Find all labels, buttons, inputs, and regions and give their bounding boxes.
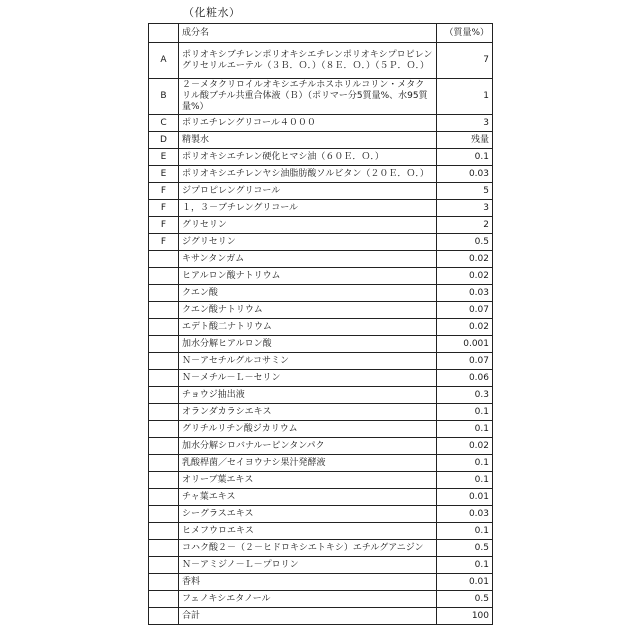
mass-percent: 0.01 <box>437 574 493 591</box>
table-row <box>149 183 493 200</box>
ingredient-name: シーグラスエキス <box>179 506 437 523</box>
ingredient-name: クエン酸 <box>179 285 437 302</box>
row-code <box>149 506 179 523</box>
mass-percent: 3 <box>437 200 493 217</box>
ingredient-name: グリセリン <box>179 217 437 234</box>
row-code: A <box>149 43 179 79</box>
table-row <box>149 472 493 489</box>
mass-percent: 0.1 <box>437 523 493 540</box>
table-row <box>149 421 493 438</box>
row-code <box>149 268 179 285</box>
mass-percent: 0.07 <box>437 302 493 319</box>
mass-percent: 0.02 <box>437 438 493 455</box>
row-code <box>149 557 179 574</box>
ingredient-name: クエン酸ナトリウム <box>179 302 437 319</box>
ingredient-name: コハク酸２－（２－ヒドロキシエトキシ）エチルグアニジン <box>179 540 437 557</box>
mass-percent: 0.5 <box>437 234 493 251</box>
ingredient-name: Ｎ－アミジノ－Ｌ－プロリン <box>179 557 437 574</box>
ingredient-name: フェノキシエタノール <box>179 591 437 608</box>
ingredient-name: ポリオキシブチレンポリオキシエチレンポリオキシプロピレングリセリルエーテル（３Ｂ．Ｏ．）（８Ｅ．Ｏ．）（５Ｐ．Ｏ．） <box>179 43 437 79</box>
table-row <box>149 557 493 574</box>
ingredient-name: １，３－ブチレングリコール <box>179 200 437 217</box>
ingredient-name: ポリオキシエチレン硬化ヒマシ油（６０Ｅ．Ｏ．） <box>179 149 437 166</box>
mass-percent: 0.03 <box>437 166 493 183</box>
table-header-row <box>149 24 493 43</box>
table-row <box>149 285 493 302</box>
row-code: E <box>149 149 179 166</box>
table-row <box>149 268 493 285</box>
ingredient-name: 香料 <box>179 574 437 591</box>
row-code <box>149 302 179 319</box>
row-code: B <box>149 79 179 115</box>
table-row <box>149 319 493 336</box>
ingredient-name: 加水分解シロバナルーピンタンパク <box>179 438 437 455</box>
table-row <box>149 234 493 251</box>
row-code <box>149 370 179 387</box>
table-row <box>149 455 493 472</box>
ingredient-name: オランダカラシエキス <box>179 404 437 421</box>
table-row <box>149 489 493 506</box>
table-row <box>149 387 493 404</box>
ingredient-name: 加水分解ヒアルロン酸 <box>179 336 437 353</box>
table-row <box>149 608 493 625</box>
row-code <box>149 421 179 438</box>
row-code: E <box>149 166 179 183</box>
ingredient-name: ジグリセリン <box>179 234 437 251</box>
row-code <box>149 285 179 302</box>
ingredient-name: グリチルリチン酸ジカリウム <box>179 421 437 438</box>
mass-percent: 0.01 <box>437 489 493 506</box>
table-row <box>149 115 493 132</box>
ingredient-name: ヒメフウロエキス <box>179 523 437 540</box>
mass-percent: 0.07 <box>437 353 493 370</box>
table-row <box>149 166 493 183</box>
mass-percent: 0.02 <box>437 319 493 336</box>
row-code: F <box>149 217 179 234</box>
row-code <box>149 319 179 336</box>
table-caption: （化粧水） <box>183 4 241 20</box>
table-row <box>149 200 493 217</box>
mass-percent: 0.02 <box>437 251 493 268</box>
mass-percent: 0.5 <box>437 540 493 557</box>
mass-percent: 0.3 <box>437 387 493 404</box>
mass-percent: 1 <box>437 79 493 115</box>
ingredient-name: ポリオキシエチレンヤシ油脂肪酸ソルビタン（２０Ｅ．Ｏ．） <box>179 166 437 183</box>
ingredient-name: ヒアルロン酸ナトリウム <box>179 268 437 285</box>
header-mass-percent: （質量%） <box>437 24 493 43</box>
table-row <box>149 506 493 523</box>
table-row <box>149 149 493 166</box>
mass-percent: 2 <box>437 217 493 234</box>
table-row <box>149 302 493 319</box>
mass-percent: 0.02 <box>437 268 493 285</box>
mass-percent: 残量 <box>437 132 493 149</box>
row-code <box>149 438 179 455</box>
row-code: D <box>149 132 179 149</box>
mass-percent: 0.1 <box>437 149 493 166</box>
mass-percent: 0.1 <box>437 404 493 421</box>
table-row <box>149 336 493 353</box>
mass-percent: 100 <box>437 608 493 625</box>
ingredient-name: エデト酸二ナトリウム <box>179 319 437 336</box>
table-row <box>149 574 493 591</box>
mass-percent: 0.1 <box>437 557 493 574</box>
row-code <box>149 336 179 353</box>
table-row <box>149 251 493 268</box>
table-row <box>149 132 493 149</box>
row-code: C <box>149 115 179 132</box>
ingredient-name: Ｎ－メチル－Ｌ－セリン <box>179 370 437 387</box>
row-code <box>149 472 179 489</box>
table-row <box>149 591 493 608</box>
ingredient-name: Ｎ－アセチルグルコサミン <box>179 353 437 370</box>
table-row <box>149 404 493 421</box>
mass-percent: 0.1 <box>437 455 493 472</box>
row-code <box>149 591 179 608</box>
row-code <box>149 489 179 506</box>
ingredient-name: チャ葉エキス <box>179 489 437 506</box>
mass-percent: 0.5 <box>437 591 493 608</box>
row-code <box>149 574 179 591</box>
row-code <box>149 404 179 421</box>
header-code <box>149 24 179 43</box>
table-row <box>149 353 493 370</box>
ingredient-name: オリーブ葉エキス <box>179 472 437 489</box>
mass-percent: 7 <box>437 43 493 79</box>
row-code <box>149 387 179 404</box>
ingredient-name: 精製水 <box>179 132 437 149</box>
row-code <box>149 251 179 268</box>
row-code <box>149 523 179 540</box>
ingredient-name: ポリエチレングリコール４０００ <box>179 115 437 132</box>
row-code <box>149 353 179 370</box>
table-row <box>149 540 493 557</box>
mass-percent: 0.03 <box>437 506 493 523</box>
header-ingredient-name: 成分名 <box>179 24 437 43</box>
table-row <box>149 217 493 234</box>
ingredient-name: 乳酸桿菌／セイヨウナシ果汁発酵液 <box>179 455 437 472</box>
row-code <box>149 540 179 557</box>
mass-percent: 5 <box>437 183 493 200</box>
table-row <box>149 523 493 540</box>
table-row <box>149 79 493 115</box>
table-row <box>149 370 493 387</box>
ingredient-name: ２－メタクリロイルオキシエチルホスホリルコリン・メタクリル酸ブチル共重合体液（Ｂ）（ポリマー分5質量%、水95質量%） <box>179 79 437 115</box>
row-code: F <box>149 183 179 200</box>
ingredient-name: ジプロピレングリコール <box>179 183 437 200</box>
row-code <box>149 455 179 472</box>
mass-percent: 0.1 <box>437 472 493 489</box>
formulation-table <box>148 23 493 625</box>
ingredient-name: キサンタンガム <box>179 251 437 268</box>
row-code: F <box>149 234 179 251</box>
ingredient-name: チョウジ抽出液 <box>179 387 437 404</box>
ingredient-name: 合計 <box>179 608 437 625</box>
mass-percent: 0.001 <box>437 336 493 353</box>
mass-percent: 3 <box>437 115 493 132</box>
mass-percent: 0.1 <box>437 421 493 438</box>
table-row <box>149 438 493 455</box>
row-code <box>149 608 179 625</box>
mass-percent: 0.03 <box>437 285 493 302</box>
row-code: F <box>149 200 179 217</box>
table-row <box>149 43 493 79</box>
mass-percent: 0.06 <box>437 370 493 387</box>
